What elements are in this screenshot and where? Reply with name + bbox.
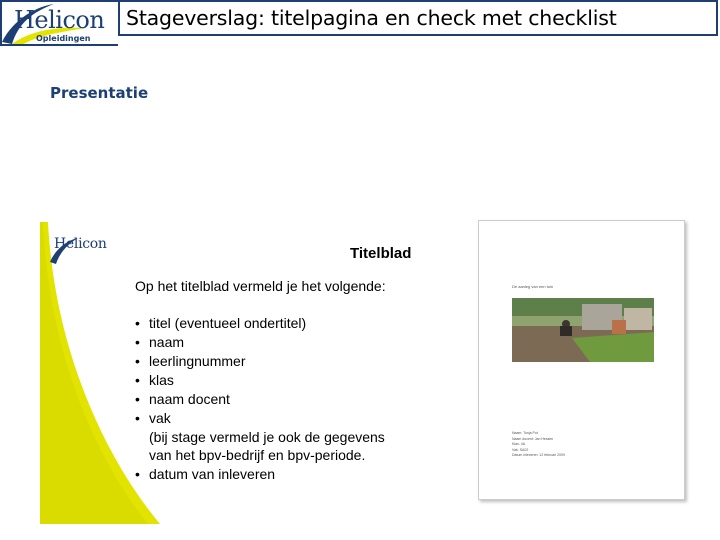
logo-wordmark: Helicon xyxy=(14,6,105,34)
title-bar xyxy=(118,0,718,36)
list-note-line: van het bpv-bedrijf en bpv-periode. xyxy=(149,446,366,463)
slide-intro: Op het titelblad vermeld je het volgende: xyxy=(135,278,386,294)
list-item: • titel (eventueel ondertitel) xyxy=(135,314,385,333)
doc-heading: De aanleg van een tuin xyxy=(512,284,554,289)
garden-scene-icon xyxy=(512,298,654,362)
doc-meta-line: Vak: SA02 xyxy=(512,447,529,452)
slide-logo-wordmark: Helicon xyxy=(54,236,107,252)
doc-meta-line: Naam: Tonja Pot xyxy=(512,431,538,435)
page-title: Stageverslag: titelpagina en check met checklist xyxy=(126,6,617,30)
helicon-logo xyxy=(0,0,118,46)
doc-meta-line: Klas: 4A xyxy=(512,442,526,446)
slide-bullet-list xyxy=(135,314,385,484)
doc-meta-line: Naam docent: Jan Hessen xyxy=(512,436,554,441)
doc-meta-line: Datum inleveren: 12 februari 2009 xyxy=(512,453,565,457)
doc-meta xyxy=(512,431,565,459)
list-item: • naam docent xyxy=(135,390,385,409)
list-item: • datum van inleveren xyxy=(135,465,385,484)
list-item: • naam xyxy=(135,333,385,352)
section-heading: Presentatie xyxy=(50,84,149,102)
logo-subtitle: Opleidingen xyxy=(36,34,91,43)
list-item: • leerlingnummer xyxy=(135,352,385,371)
list-item: • klas xyxy=(135,371,385,390)
slide-heading: Titelblad xyxy=(350,245,412,262)
title-page-example xyxy=(478,220,685,500)
list-note-line: (bij stage vermeld je ook de gegevens xyxy=(149,429,385,445)
list-item: • vak xyxy=(135,409,385,428)
embedded-slide xyxy=(40,222,470,524)
garden-photo xyxy=(512,298,654,362)
